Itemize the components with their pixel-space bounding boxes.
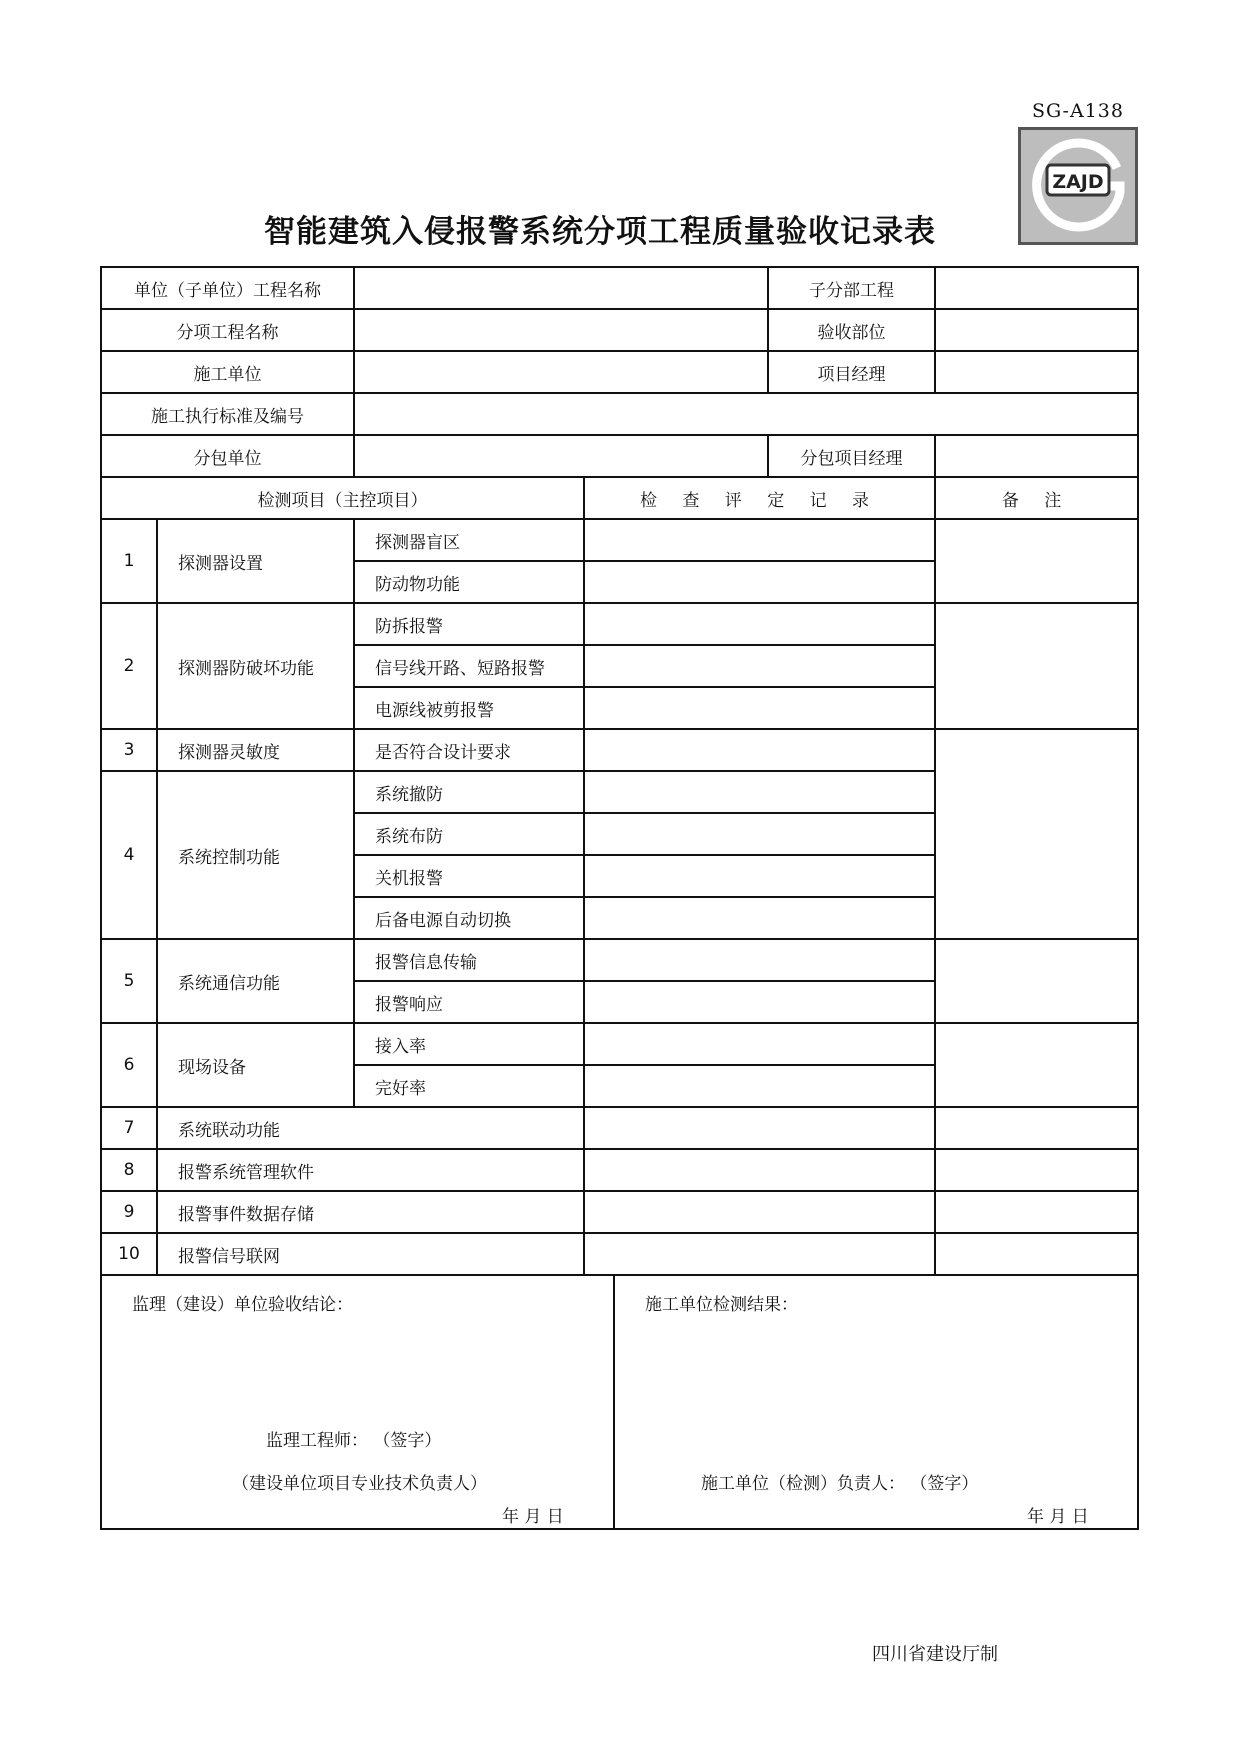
item-number: 3	[101, 729, 157, 771]
supervision-conclusion-label: 监理（建设）单位验收结论：	[132, 1295, 353, 1315]
project-manager-label: 项目经理	[768, 351, 935, 393]
table-row	[101, 1233, 1138, 1275]
unit-project-field[interactable]	[354, 267, 768, 309]
issuer-footer: 四川省建设厅制	[872, 1644, 998, 1665]
record-field[interactable]	[584, 813, 935, 855]
record-field[interactable]	[584, 603, 935, 645]
item-name: 报警系统管理软件	[157, 1149, 584, 1191]
remarks-field[interactable]	[935, 1191, 1138, 1233]
table-row	[101, 519, 1138, 561]
subcontract-manager-label: 分包项目经理	[768, 435, 935, 477]
record-field[interactable]	[584, 771, 935, 813]
sub-division-field[interactable]	[935, 267, 1138, 309]
construction-result-label: 施工单位检测结果：	[645, 1295, 798, 1315]
record-field[interactable]	[584, 1107, 935, 1149]
item-number: 6	[101, 1023, 157, 1107]
item-number: 2	[101, 603, 157, 729]
item-name: 探测器灵敏度	[157, 729, 354, 771]
column-header-record: 检 查 评 定 记 录	[584, 477, 935, 519]
date-right: 年 月 日	[1027, 1507, 1089, 1527]
item-name: 报警信号联网	[157, 1233, 584, 1275]
record-field[interactable]	[584, 981, 935, 1023]
remarks-field[interactable]	[935, 603, 1138, 729]
record-field[interactable]	[584, 1023, 935, 1065]
sub-division-label: 子分部工程	[768, 267, 935, 309]
item-number: 5	[101, 939, 157, 1023]
standard-label: 施工执行标准及编号	[101, 393, 354, 435]
item-name: 系统控制功能	[157, 771, 354, 939]
sub-item-name: 电源线被剪报警	[354, 687, 584, 729]
supervision-conclusion-box[interactable]	[101, 1275, 614, 1529]
remarks-field[interactable]	[935, 729, 1138, 939]
record-field[interactable]	[584, 939, 935, 981]
column-header-items: 检测项目（主控项目）	[101, 477, 584, 519]
supervisor-sign-label: 监理工程师： （签字）	[266, 1431, 442, 1451]
construction-unit-field[interactable]	[354, 351, 768, 393]
sub-item-name: 防拆报警	[354, 603, 584, 645]
record-field[interactable]	[584, 1149, 935, 1191]
sub-item-name: 信号线开路、短路报警	[354, 645, 584, 687]
sub-item-label: 分项工程名称	[101, 309, 354, 351]
remarks-field[interactable]	[935, 1149, 1138, 1191]
subcontract-unit-label: 分包单位	[101, 435, 354, 477]
record-field[interactable]	[584, 687, 935, 729]
accept-part-label: 验收部位	[768, 309, 935, 351]
sub-item-name: 探测器盲区	[354, 519, 584, 561]
sub-item-name: 防动物功能	[354, 561, 584, 603]
record-field[interactable]	[584, 1191, 935, 1233]
item-name: 系统联动功能	[157, 1107, 584, 1149]
inspection-form	[100, 266, 1139, 1530]
record-field[interactable]	[584, 855, 935, 897]
item-name: 探测器防破坏功能	[157, 603, 354, 729]
record-field[interactable]	[584, 561, 935, 603]
remarks-field[interactable]	[935, 1233, 1138, 1275]
record-field[interactable]	[584, 897, 935, 939]
table-row	[101, 1191, 1138, 1233]
record-field[interactable]	[584, 519, 935, 561]
table-row	[101, 1023, 1138, 1065]
item-number: 1	[101, 519, 157, 603]
owner-rep-label: （建设单位项目专业技术负责人）	[232, 1474, 487, 1494]
sub-item-field[interactable]	[354, 309, 768, 351]
item-name: 现场设备	[157, 1023, 354, 1107]
standard-field[interactable]	[354, 393, 1138, 435]
table-row	[101, 1107, 1138, 1149]
item-number: 7	[101, 1107, 157, 1149]
table-row	[101, 939, 1138, 981]
item-name: 系统通信功能	[157, 939, 354, 1023]
sub-item-name: 报警信息传输	[354, 939, 584, 981]
item-number: 4	[101, 771, 157, 939]
table-row	[101, 603, 1138, 645]
column-header-remarks: 备 注	[935, 477, 1138, 519]
accept-part-field[interactable]	[935, 309, 1138, 351]
sub-item-name: 系统布防	[354, 813, 584, 855]
date-left: 年 月 日	[502, 1507, 564, 1527]
table-row	[101, 1149, 1138, 1191]
item-name: 探测器设置	[157, 519, 354, 603]
table-row	[101, 729, 1138, 771]
record-field[interactable]	[584, 1065, 935, 1107]
sub-item-name: 完好率	[354, 1065, 584, 1107]
sub-item-name: 关机报警	[354, 855, 584, 897]
sub-item-name: 后备电源自动切换	[354, 897, 584, 939]
document-code: SG-A138	[1032, 100, 1124, 122]
record-field[interactable]	[584, 729, 935, 771]
project-manager-field[interactable]	[935, 351, 1138, 393]
remarks-field[interactable]	[935, 519, 1138, 603]
item-number: 10	[101, 1233, 157, 1275]
construction-result-box[interactable]	[614, 1275, 1138, 1529]
item-name: 报警事件数据存储	[157, 1191, 584, 1233]
subcontract-manager-field[interactable]	[935, 435, 1138, 477]
record-field[interactable]	[584, 1233, 935, 1275]
sub-item-name: 是否符合设计要求	[354, 729, 584, 771]
item-number: 9	[101, 1191, 157, 1233]
subcontract-unit-field[interactable]	[354, 435, 768, 477]
record-field[interactable]	[584, 645, 935, 687]
sub-item-name: 系统撤防	[354, 771, 584, 813]
unit-project-label: 单位（子单位）工程名称	[101, 267, 354, 309]
sub-item-name: 接入率	[354, 1023, 584, 1065]
construction-rep-label: 施工单位（检测）负责人： （签字）	[701, 1474, 979, 1494]
remarks-field[interactable]	[935, 939, 1138, 1023]
logo-text: ZAJD	[1052, 171, 1104, 193]
item-number: 8	[101, 1149, 157, 1191]
sub-item-name: 报警响应	[354, 981, 584, 1023]
construction-unit-label: 施工单位	[101, 351, 354, 393]
remarks-field[interactable]	[935, 1023, 1138, 1107]
remarks-field[interactable]	[935, 1107, 1138, 1149]
page-title: 智能建筑入侵报警系统分项工程质量验收记录表	[264, 214, 936, 250]
